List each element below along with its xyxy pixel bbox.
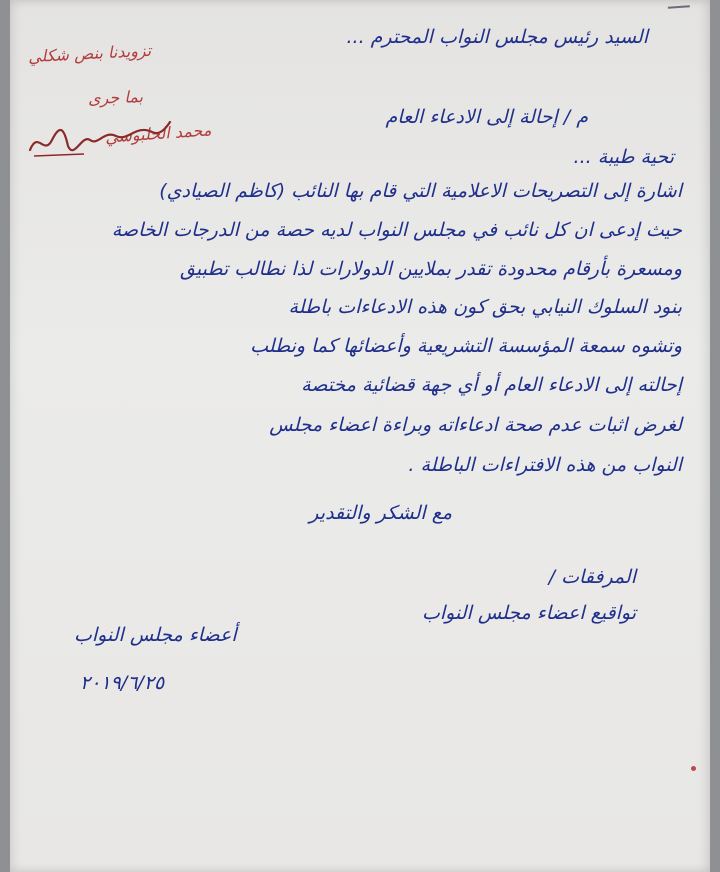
body-line: إحالته إلى الادعاء العام أو أي جهة قضائية مختصة [301, 374, 682, 396]
letter-paper [10, 0, 710, 872]
signatory: أعضاء مجلس النواب [74, 624, 237, 646]
annotation-signer: محمد الحلبوسي [104, 120, 212, 147]
body-line: اشارة إلى التصريحات الاعلامية التي قام بها النائب (كاظم الصيادي) [159, 180, 682, 202]
attachments-item: تواقيع اعضاء مجلس النواب [422, 602, 636, 624]
annotation-signature [24, 110, 174, 162]
attachments-label: المرفقات / [548, 566, 636, 588]
body-line: وتشوه سمعة المؤسسة التشريعية وأعضائها كما ونطلب [250, 335, 682, 357]
greeting: تحية طيبة ... [573, 146, 674, 168]
body-line: ومسعرة بأرقام محدودة تقدر بملايين الدولارات لذا نطالب تطبيق [180, 258, 682, 280]
annotation-line-1: تزويدنا بنص شكلي [27, 40, 152, 67]
red-dot-mark [691, 766, 696, 771]
annotation-line-2: بما جرى [87, 87, 144, 108]
letter-date: ٢٠١٩/٦/٢٥ [80, 672, 165, 694]
body-line: حيث إدعى ان كل نائب في مجلس النواب لديه حصة من الدرجات الخاصة [111, 219, 682, 241]
body-line: بنود السلوك النيابي بحق كون هذه الادعاءات باطلة [288, 296, 682, 318]
salutation: السيد رئيس مجلس النواب المحترم ... [346, 26, 648, 48]
subject: م / إحالة إلى الادعاء العام [385, 106, 588, 128]
corner-pen-mark [668, 5, 690, 14]
body-line: النواب من هذه الافتراءات الباطلة . [408, 454, 682, 476]
body-line: لغرض اثبات عدم صحة ادعاءاته وبراءة اعضاء مجلس [269, 414, 682, 436]
closing: مع الشكر والتقدير [309, 502, 452, 524]
